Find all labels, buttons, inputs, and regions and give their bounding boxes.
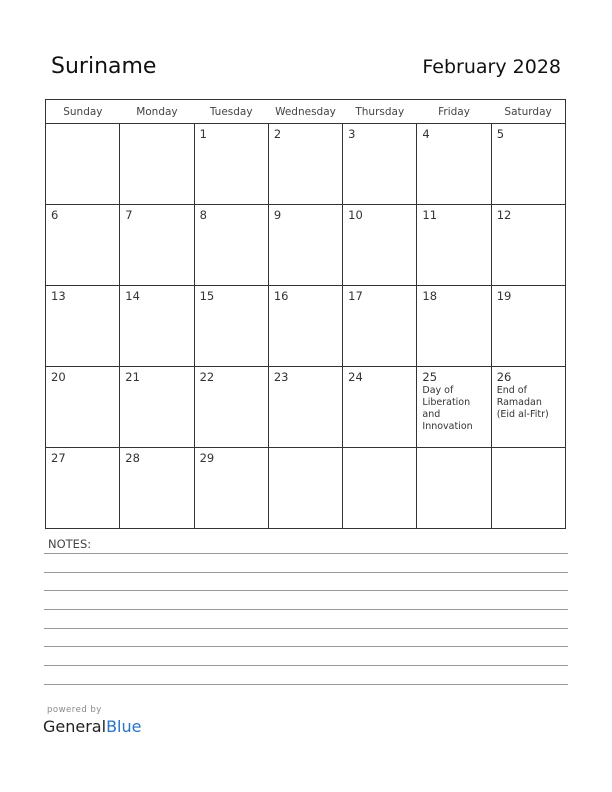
- note-line: [44, 646, 568, 647]
- day-cell: [343, 124, 417, 205]
- day-number: 7: [125, 208, 133, 222]
- day-cell: [417, 205, 491, 286]
- day-cell: [120, 286, 194, 367]
- weekday-header-row: [46, 100, 566, 124]
- holiday-label: End of Ramadan (Eid al-Fitr): [496, 385, 549, 420]
- calendar-grid: [45, 99, 566, 529]
- day-number: 15: [199, 289, 215, 303]
- day-cell: [194, 205, 268, 286]
- day-number: 16: [273, 289, 289, 303]
- note-line: [44, 628, 568, 629]
- day-number: 12: [496, 208, 512, 222]
- day-cell: [46, 286, 120, 367]
- week-row: [46, 286, 566, 367]
- day-number: 8: [199, 208, 207, 222]
- day-number: 4: [422, 127, 430, 141]
- day-number: 25: [422, 370, 438, 384]
- weekday-header: Friday: [417, 100, 491, 124]
- day-cell: [343, 448, 417, 529]
- weekday-header: Saturday: [491, 100, 565, 124]
- powered-by-text: powered by: [47, 705, 102, 715]
- day-number: 9: [273, 208, 282, 222]
- day-number: 18: [422, 289, 438, 303]
- day-cell: [417, 286, 491, 367]
- day-cell: [120, 367, 194, 448]
- day-cell: [46, 448, 120, 529]
- day-number: 6: [51, 208, 59, 222]
- notes-label: NOTES:: [48, 537, 92, 551]
- day-number: 14: [125, 289, 140, 303]
- day-number: 13: [51, 289, 66, 303]
- day-cell: [343, 286, 417, 367]
- day-number: 24: [348, 370, 363, 384]
- day-number: 19: [496, 289, 512, 303]
- brand-logo: [43, 717, 141, 736]
- day-cell: [194, 124, 268, 205]
- week-row: [46, 205, 566, 286]
- week-row: [46, 124, 566, 205]
- day-number: 21: [125, 370, 140, 384]
- note-line: [44, 665, 568, 666]
- day-cell: [491, 448, 565, 529]
- day-cell: [268, 124, 342, 205]
- day-cell: [491, 205, 565, 286]
- day-cell: [343, 205, 417, 286]
- note-line: [44, 684, 568, 685]
- day-cell: [268, 448, 342, 529]
- note-line: [44, 590, 568, 591]
- day-cell: [120, 448, 194, 529]
- day-cell: [343, 367, 417, 448]
- day-cell: [491, 286, 565, 367]
- day-cell: [194, 367, 268, 448]
- day-cell: [46, 367, 120, 448]
- note-line: [44, 572, 568, 573]
- day-number: 3: [348, 127, 356, 141]
- day-cell: [120, 124, 194, 205]
- day-cell: [194, 448, 268, 529]
- day-number: 27: [51, 451, 66, 465]
- day-number: 23: [273, 370, 289, 384]
- week-row: [46, 367, 566, 448]
- day-number: 20: [51, 370, 66, 384]
- holiday-label: Day of Liberation and Innovation: [422, 385, 473, 432]
- page-title-month: February 2028: [422, 56, 561, 78]
- day-number: 22: [199, 370, 215, 384]
- day-cell: [417, 448, 491, 529]
- day-cell: [194, 286, 268, 367]
- day-number: 2: [273, 127, 282, 141]
- day-cell: [46, 124, 120, 205]
- day-cell-holiday: [491, 367, 565, 448]
- page-title-country: Suriname: [51, 54, 157, 79]
- brand-general: General: [43, 717, 107, 736]
- day-number: 1: [199, 127, 207, 141]
- weekday-header: Wednesday: [268, 100, 342, 124]
- weekday-header: Sunday: [46, 100, 120, 124]
- day-cell: [268, 367, 342, 448]
- day-number: 29: [199, 451, 215, 465]
- day-number: 17: [348, 289, 363, 303]
- day-cell-holiday: [417, 367, 491, 448]
- day-cell: [268, 205, 342, 286]
- note-line: [44, 553, 568, 554]
- week-row: [46, 448, 566, 529]
- day-number: 11: [422, 208, 438, 222]
- day-cell: [417, 124, 491, 205]
- day-number: 28: [125, 451, 140, 465]
- weekday-header: Monday: [120, 100, 194, 124]
- day-number: 10: [348, 208, 363, 222]
- weekday-header: Thursday: [343, 100, 417, 124]
- weekday-header: Tuesday: [194, 100, 268, 124]
- day-number: 26: [496, 370, 512, 384]
- day-cell: [491, 124, 565, 205]
- note-line: [44, 609, 568, 610]
- day-cell: [120, 205, 194, 286]
- day-cell: [46, 205, 120, 286]
- day-number: 5: [496, 127, 505, 141]
- day-cell: [268, 286, 342, 367]
- brand-blue: Blue: [106, 717, 142, 736]
